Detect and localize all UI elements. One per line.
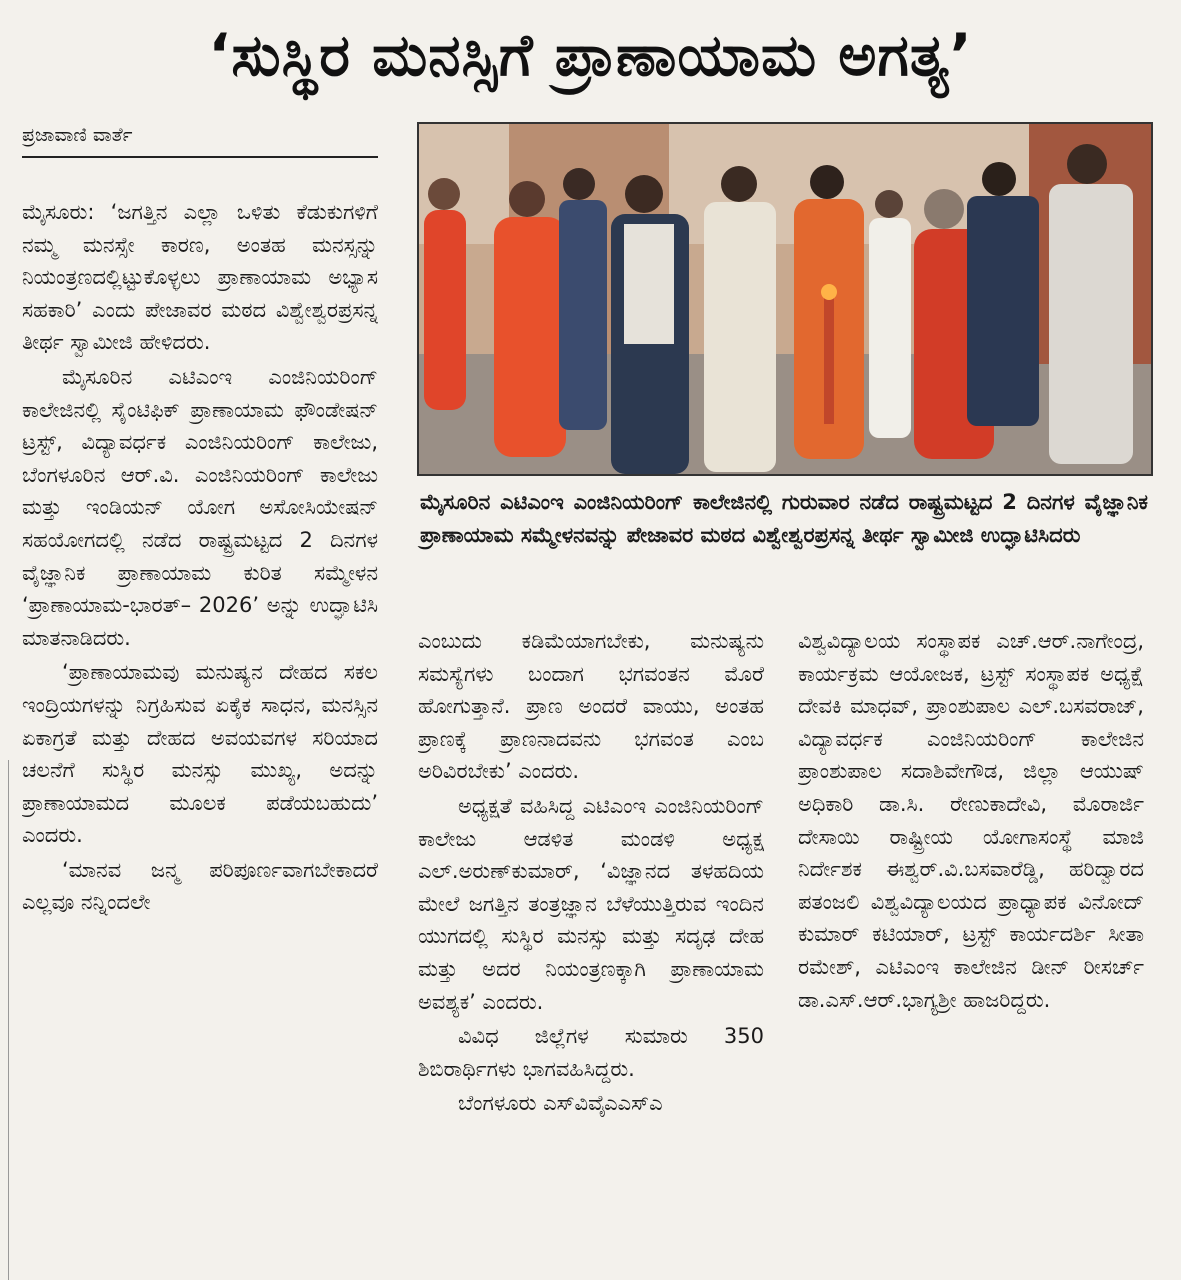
article-column-2 (418, 625, 764, 1275)
photo-caption: ಮೈಸೂರಿನ ಎಟಿಎಂಇ ಎಂಜಿನಿಯರಿಂಗ್ ಕಾಲೇಜಿನಲ್ಲಿ ಗುರುವಾರ ನಡೆದ ರಾಷ್ಟ್ರಮಟ್ಟದ 2 ದಿನಗಳ ವೈಜ್ಞಾನಿಕ ಪ್ರಾಣಾಯಾಮ ಸಮ್ಮೇಳನವನ್ನು ಪೇಜಾವರ ಮಠದ ವಿಶ್ವೇಶ್ವರಪ್ರಸನ್ನ ತೀರ್ಥ ಸ್ವಾಮೀಜಿ ಉದ್ಘಾಟಿಸಿದರು (420, 490, 1148, 547)
paragraph: ಎಂಬುದು ಕಡಿಮೆಯಾಗಬೇಕು, ಮನುಷ್ಯನು ಸಮಸ್ಯೆಗಳು ಬಂದಾಗ ಭಗವಂತನ ಮೊರೆ ಹೋಗುತ್ತಾನೆ. ಪ್ರಾಣ ಅಂದರೆ ವಾಯು, ಅಂತಹ ಪ್ರಾಣಕ್ಕೆ ಪ್ರಾಣನಾದವನು ಭಗವಂತ ಎಂಬ ಅರಿವಿರಬೇಕು’ ಎಂದರು. (418, 629, 764, 784)
headline: ‘ಸುಸ್ಥಿರ ಮನಸ್ಸಿಗೆ ಪ್ರಾಣಾಯಾಮ ಅಗತ್ಯ’ (208, 20, 973, 89)
news-photo (417, 122, 1153, 476)
column-divider (8, 760, 9, 1280)
paragraph: ಅಧ್ಯಕ್ಷತೆ ವಹಿಸಿದ್ದ ಎಟಿಎಂಇ ಎಂಜಿನಿಯರಿಂಗ್ ಕಾಲೇಜು ಆಡಳಿತ ಮಂಡಳಿ ಅಧ್ಯಕ್ಷ ಎಲ್.ಅರುಣ್‌ಕುಮಾರ್, ‘ವಿಜ್ಞಾನದ ತಳಹದಿಯ ಮೇಲೆ ಜಗತ್ತಿನ ತಂತ್ರಜ್ಞಾನ ಬೆಳೆಯುತ್ತಿರುವ ಇಂದಿನ ಯುಗದಲ್ಲಿ ಸುಸ್ಥಿರ ಮನಸ್ಸು ಮತ್ತು ಸದೃಢ ದೇಹ ಮತ್ತು ಅದರ ನಿಯಂತ್ರಣಕ್ಕಾಗಿ ಪ್ರಾಣಾಯಾಮ ಅವಶ್ಯಕ’ ಎಂದರು. (418, 793, 764, 1014)
paragraph: ಮೈಸೂರಿನ ಎಟಿಎಂಇ ಎಂಜಿನಿಯರಿಂಗ್ ಕಾಲೇಜಿನಲ್ಲಿ ಸೈಂಟಿಫಿಕ್ ಪ್ರಾಣಾಯಾಮ ಫೌಂಡೇಷನ್ ಟ್ರಸ್ಟ್, ವಿದ್ಯಾವರ್ಧಕ ಎಂಜಿನಿಯರಿಂಗ್ ಕಾಲೇಜು, ಬೆಂಗಳೂರಿನ ಆರ್.ವಿ. ಎಂಜಿನಿಯರಿಂಗ್ ಕಾಲೇಜು ಮತ್ತು ಇಂಡಿಯನ್ ಯೋಗ ಅಸೋಸಿಯೇಷನ್ ಸಹಯೋಗದಲ್ಲಿ ನಡೆದ ರಾಷ್ಟ್ರಮಟ್ಟದ 2 ದಿನಗಳ ವೈಜ್ಞಾನಿಕ ಪ್ರಾಣಾಯಾಮ ಕುರಿತ ಸಮ್ಮೇಳನ ‘ಪ್ರಾಣಾಯಾಮ-ಭಾರತ್– 2026’ ಅನ್ನು ಉದ್ಘಾಟಿಸಿ ಮಾತನಾಡಿದರು. (22, 364, 378, 650)
article-column-3 (798, 625, 1144, 1275)
paragraph: ಬೆಂಗಳೂರು ಎಸ್‌ವಿವೈಎಎಸ್‌ಎ (458, 1091, 663, 1116)
paragraph: ‘ಪ್ರಾಣಾಯಾಮವು ಮನುಷ್ಯನ ದೇಹದ ಸಕಲ ಇಂದ್ರಿಯಗಳನ್ನು ನಿಗ್ರಹಿಸುವ ಏಕೈಕ ಸಾಧನ, ಮನಸ್ಸಿನ ಏಕಾಗ್ರತೆ ಮತ್ತು ದೇಹದ ಅವಯವಗಳ ಸರಿಯಾದ ಚಲನೆಗೆ ಸುಸ್ಥಿರ ಮನಸ್ಸು ಮುಖ್ಯ, ಅದನ್ನು ಪ್ರಾಣಾಯಾಮದ ಮೂಲಕ ಪಡೆಯಬಹುದು’ ಎಂದರು. (22, 660, 378, 848)
paragraph: ಮೈಸೂರು: ‘ಜಗತ್ತಿನ ಎಲ್ಲಾ ಒಳಿತು ಕೆಡುಕುಗಳಿಗೆ ನಮ್ಮ ಮನಸ್ಸೇ ಕಾರಣ, ಅಂತಹ ಮನಸ್ಸನ್ನು ನಿಯಂತ್ರಣದಲ್ಲಿಟ್ಟುಕೊಳ್ಳಲು ಪ್ರಾಣಾಯಾಮ ಅಭ್ಯಾಸ ಸಹಕಾರಿ’ ಎಂದು ಪೇಜಾವರ ಮಠದ ವಿಶ್ವೇಶ್ವರಪ್ರಸನ್ನ ತೀರ್ಥ ಸ್ವಾಮೀಜಿ ಹೇಳಿದರು. (22, 200, 378, 355)
paragraph: ವಿವಿಧ ಜಿಲ್ಲೆಗಳ ಸುಮಾರು 350 ಶಿಬಿರಾರ್ಥಿಗಳು ಭಾಗವಹಿಸಿದ್ದರು. (418, 1024, 764, 1081)
paragraph: ‘ಮಾನವ ಜನ್ಮ ಪರಿಪೂರ್ಣವಾಗಬೇಕಾದರೆ ಎಲ್ಲವೂ ನನ್ನಿಂದಲೇ (22, 857, 378, 915)
byline: ಪ್ರಜಾವಾಣಿ ವಾರ್ತೆ (22, 124, 378, 158)
news-photo-illustration (419, 124, 1151, 474)
paragraph: ವಿಶ್ವವಿದ್ಯಾಲಯ ಸಂಸ್ಥಾಪಕ ಎಚ್.ಆರ್.ನಾಗೇಂದ್ರ, ಕಾರ್ಯಕ್ರಮ ಆಯೋಜಕ, ಟ್ರಸ್ಟ್ ಸಂಸ್ಥಾಪಕ ಅಧ್ಯಕ್ಷೆ ದೇವಕಿ ಮಾಧವ್, ಪ್ರಾಂಶುಪಾಲ ಎಲ್.ಬಸವರಾಜ್, ವಿದ್ಯಾವರ್ಧಕ ಎಂಜಿನಿಯರಿಂಗ್ ಕಾಲೇಜಿನ ಪ್ರಾಂಶುಪಾಲ ಸದಾಶಿವೇಗೌಡ, ಜಿಲ್ಲಾ ಆಯುಷ್ ಅಧಿಕಾರಿ ಡಾ.ಸಿ. ರೇಣುಕಾದೇವಿ, ಮೊರಾರ್ಜಿ ದೇಸಾಯಿ ರಾಷ್ಟ್ರೀಯ ಯೋಗಾಸಂಸ್ಥೆ ಮಾಜಿ ನಿರ್ದೇಶಕ ಈಶ್ವರ್.ವಿ.ಬಸವಾರೆಡ್ಡಿ, ಹರಿದ್ವಾರದ ಪತಂಜಲಿ ವಿಶ್ವವಿದ್ಯಾಲಯದ ಪ್ರಾಧ್ಯಾಪಕ ವಿನೋದ್ ಕುಮಾರ್ ಕಟಿಯಾರ್, ಟ್ರಸ್ಟ್ ಕಾರ್ಯದರ್ಶಿ ಸೀತಾ ರಮೇಶ್, ಎಟಿಎಂಇ ಕಾಲೇಜಿನ ಡೀನ್ ರೀಸರ್ಚ್ ಡಾ.ಎಸ್.ಆರ್.ಭಾಗ್ಯಶ್ರೀ ಹಾಜರಿದ್ದರು. (798, 629, 1144, 1012)
article-column-1 (22, 196, 378, 1276)
